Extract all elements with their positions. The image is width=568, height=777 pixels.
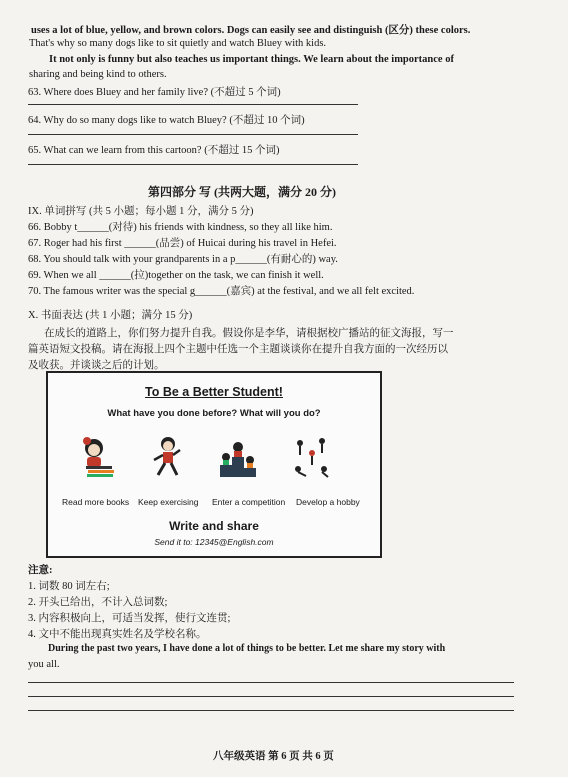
answer-line-64 — [28, 134, 358, 135]
section9-header: IX. 单词拼写 (共 5 小题；每小题 1 分，满分 5 分) — [28, 206, 254, 217]
topic-competition: Enter a competition — [212, 497, 286, 507]
essay-start-2: you all. — [28, 659, 60, 670]
writing-line-3 — [28, 710, 514, 711]
poster-question: What have you done before? What will you do? — [107, 408, 321, 419]
poster — [46, 371, 382, 558]
note-2: 2. 开头已给出，不计入总词数; — [28, 597, 168, 608]
item-69: 69. When we all ______(拉)together on the task, we can finish it well. — [28, 270, 324, 281]
essay-start-1: During the past two years, I have done a lot of things to be better. Let me share my story with — [48, 643, 446, 654]
question-63: 63. Where does Bluey and her family live? (不超过 5 个词) — [28, 87, 281, 98]
poster-send: Send it to: 12345@English.com — [154, 537, 274, 547]
topic-keep-exercising: Keep exercising — [138, 497, 199, 507]
reading-line-3: It not only is funny but also teaches us important things. We learn about the importance of — [49, 54, 454, 65]
topic-read-books: Read more books — [62, 497, 130, 507]
exercise-icon — [146, 435, 186, 479]
hobby-icon — [292, 435, 332, 479]
note-4: 4. 文中不能出现真实姓名及学校名称。 — [28, 629, 207, 640]
answer-line-63 — [28, 104, 358, 105]
prompt-line-1: 在成长的道路上，你们努力提升自我。假设你是李华，请根据校广播站的征文海报，写一 — [44, 328, 454, 339]
topic-hobby: Develop a hobby — [296, 497, 360, 507]
item-67: 67. Roger had his first ______(品尝) of Huicai during his travel in Hefei. — [28, 238, 337, 249]
item-68: 68. You should talk with your grandparents in a p______(有耐心的) way. — [28, 254, 338, 265]
read-books-icon — [78, 435, 118, 479]
prompt-line-3: 及收获。并谈谈之后的计划。 — [28, 360, 165, 371]
section10-header: X. 书面表达 (共 1 小题；满分 15 分) — [28, 310, 193, 321]
reading-line-1: uses a lot of blue, yellow, and brown colors. Dogs can easily see and distinguish (区分) these colors. — [31, 25, 471, 36]
note-3: 3. 内容积极向上，可适当发挥，使行文连贯; — [28, 613, 231, 624]
writing-line-1 — [28, 682, 514, 683]
reading-line-4: sharing and being kind to others. — [29, 69, 167, 80]
poster-title: To Be a Better Student! — [145, 385, 283, 399]
question-65: 65. What can we learn from this cartoon? (不超过 15 个词) — [28, 145, 280, 156]
item-70: 70. The famous writer was the special g______(嘉宾) at the festival, and we all felt excited. — [28, 286, 415, 297]
writing-line-2 — [28, 696, 514, 697]
competition-icon — [218, 435, 258, 479]
question-64: 64. Why do so many dogs like to watch Bluey? (不超过 10 个词) — [28, 115, 305, 126]
answer-line-65 — [28, 164, 358, 165]
prompt-line-2: 篇英语短文投稿。请在海报上四个主题中任选一个主题谈谈你在提升自我方面的一次经历以 — [28, 344, 448, 355]
reading-line-2: That's why so many dogs like to sit quietly and watch Bluey with kids. — [29, 38, 327, 49]
item-66: 66. Bobby t______(对待) his friends with kindness, so they all like him. — [28, 222, 333, 233]
notes-header: 注意: — [28, 565, 53, 576]
note-1: 1. 词数 80 词左右; — [28, 581, 110, 592]
page-footer: 八年级英语 第 6 页 共 6 页 — [213, 751, 334, 762]
part4-title: 第四部分 写 (共两大题，满分 20 分) — [148, 185, 336, 199]
poster-cta: Write and share — [169, 519, 259, 533]
